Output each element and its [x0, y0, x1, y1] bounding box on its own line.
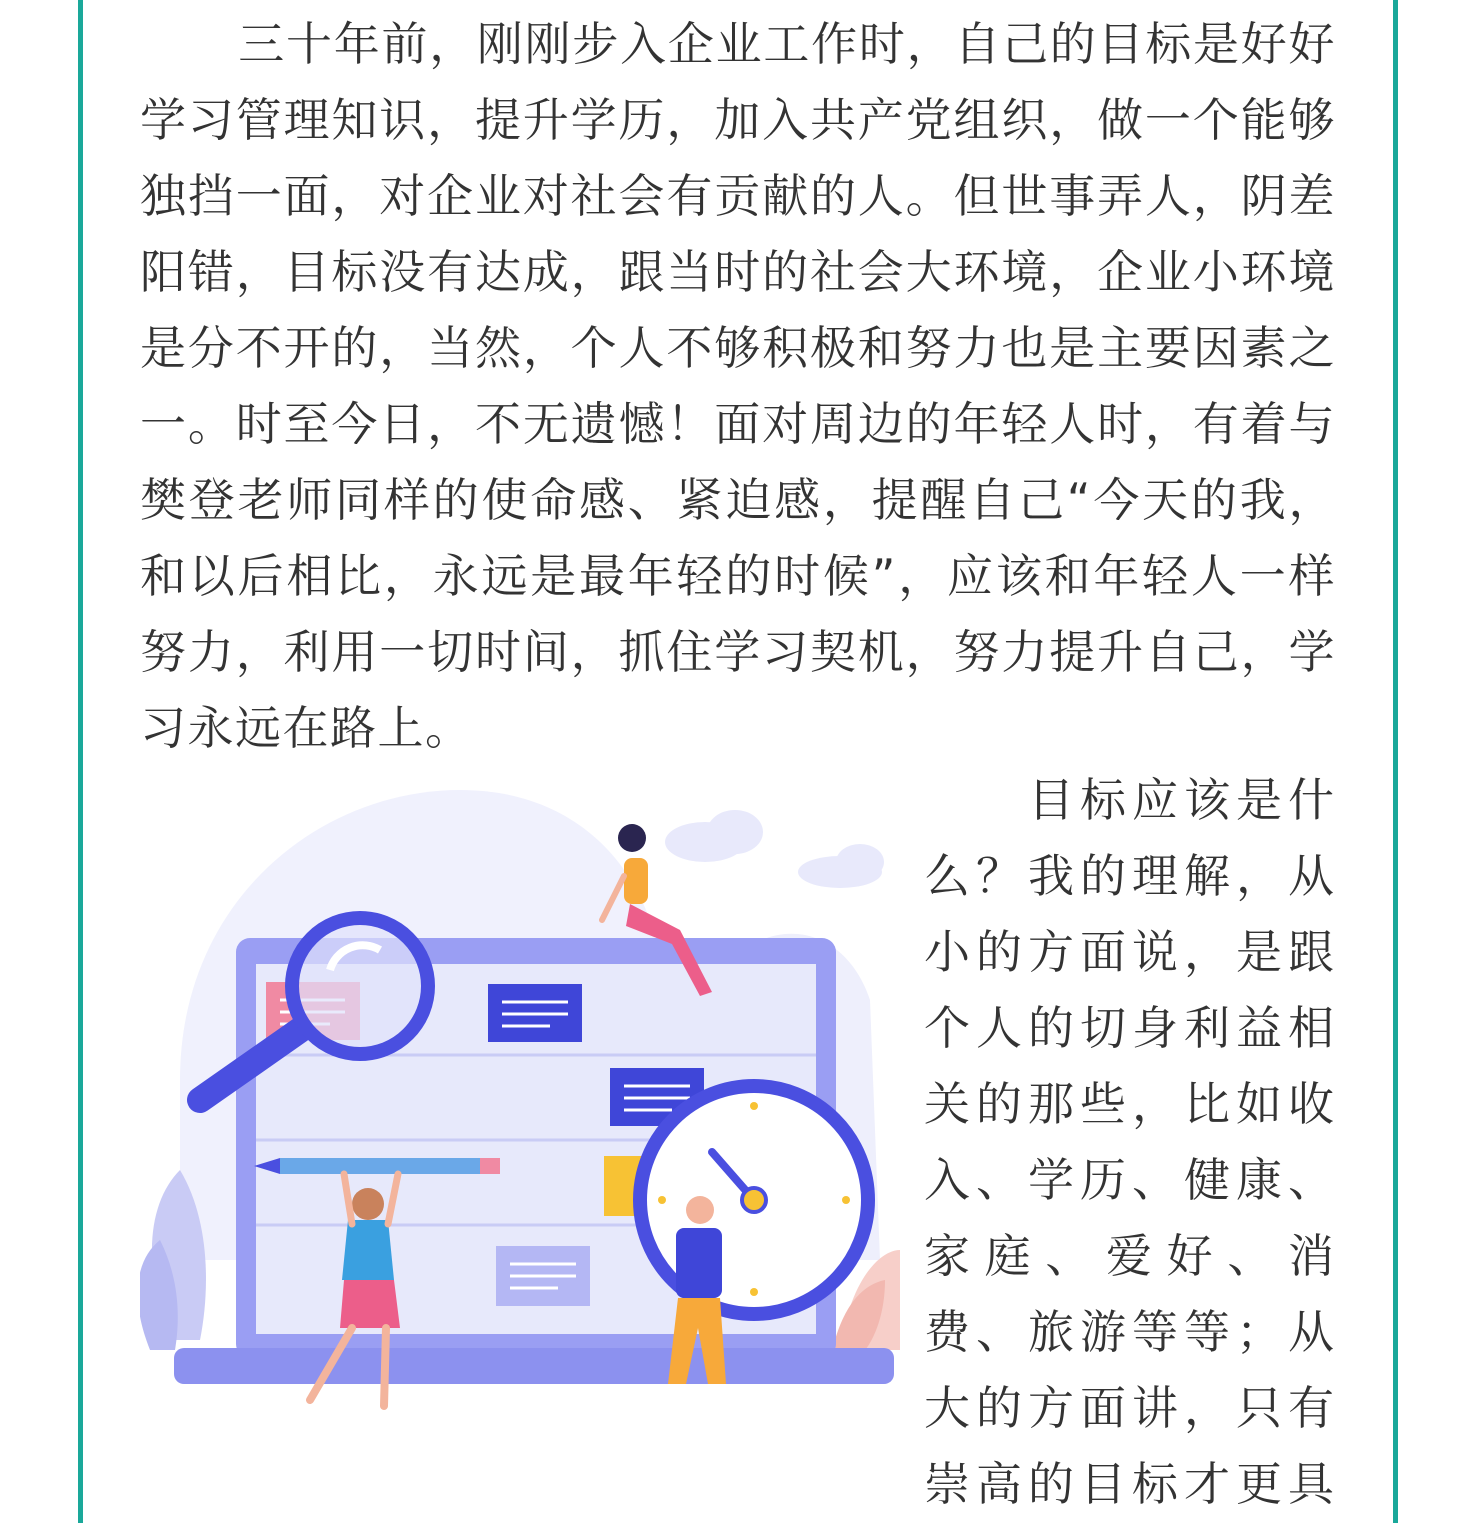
paragraph-2-line: 关的那些，比如收 [924, 1077, 1336, 1131]
paragraph-2-line: 小的方面说，是跟 [924, 925, 1336, 979]
paragraph-1 [140, 6, 1336, 766]
paragraph-2-line: 费、旅游等等；从 [924, 1305, 1336, 1359]
paragraph-2-line: 个人的切身利益相 [924, 1001, 1336, 1055]
cloud-icon [665, 810, 884, 888]
goals-illustration [140, 780, 900, 1430]
paragraph-2 [924, 762, 1336, 1522]
paragraph-1-text: 三十年前，刚刚步入企业工作时，自己的目标是好好学习管理知识，提升学历，加入共产党组织，做一个能够独挡一面，对企业对社会有贡献的人。但世事弄人，阴差阳错，目标没有达成，跟当时的社会大环境，企业小环境是分不开的，当然，个人不够积极和努力也是主要因素之一。时至今日，不无遗憾！面对周边的年轻人时，有着与樊登老师同样的使命感、紧迫感，提醒自己“今天的我，和以后相比，永远是最年轻的时候”，应该和年轻人一样努力，利用一切时间，抓住学习契机，努力提升自己，学习永远在路上。 [140, 17, 1336, 755]
note-card-blue [488, 984, 582, 1042]
paragraph-2-line: 么？我的理解，从 [924, 849, 1336, 903]
article-body [140, 6, 1336, 766]
paragraph-2-line: 崇高的目标才更具 [924, 1457, 1336, 1511]
paragraph-2-line: 目标应该是什 [1028, 773, 1336, 827]
note-card-lilac [496, 1246, 590, 1306]
pencil-icon [254, 1158, 500, 1174]
paragraph-2-line: 大的方面讲，只有 [924, 1381, 1336, 1435]
left-border-line [78, 0, 83, 1523]
clock-icon [640, 1086, 868, 1314]
laptop-base [174, 1348, 894, 1384]
right-border-line [1393, 0, 1398, 1523]
paragraph-2-line: 入、学历、健康、 [924, 1153, 1336, 1207]
paragraph-2-line: 家庭、爱好、消 [924, 1229, 1336, 1283]
